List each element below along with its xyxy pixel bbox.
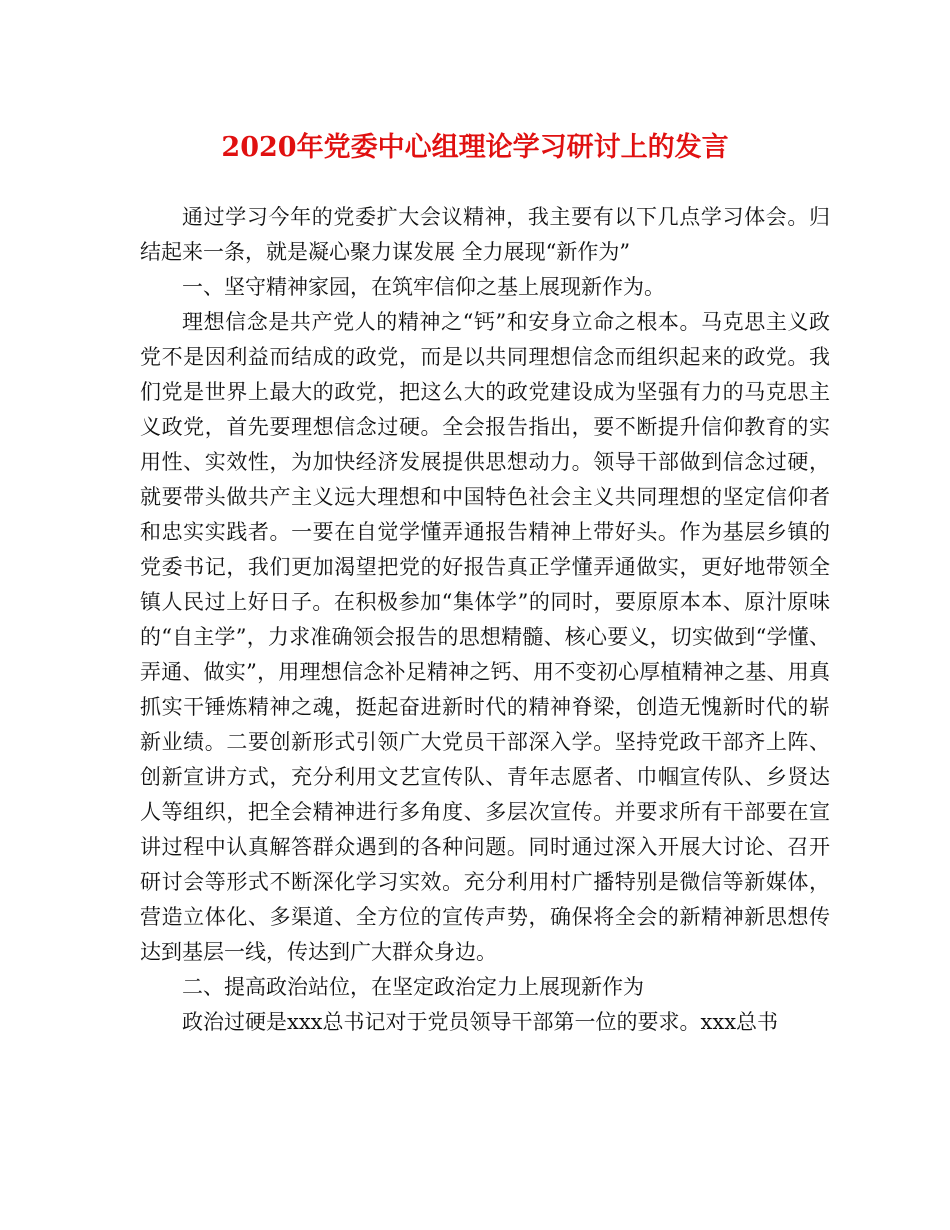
section-heading-1: 一、坚守精神家园，在筑牢信仰之基上展现新作为。 bbox=[182, 275, 665, 299]
paragraph-section-2: 政治过硬是xxx总书记对于党员领导干部第一位的要求。xxx总书 bbox=[182, 1010, 779, 1034]
paragraph-intro: 通过学习今年的党委扩大会议精神，我主要有以下几点学习体会。归结起来一条，就是凝心聚力谋发展 全力展现“新作为” bbox=[140, 205, 830, 264]
section-heading-2: 二、提高政治站位，在坚定政治定力上展现新作为 bbox=[182, 975, 644, 999]
document-body bbox=[140, 200, 830, 1040]
paragraph-section-1: 理想信念是共产党人的精神之“钙”和安身立命之根本。马克思主义政党不是因利益而结成的政党，而是以共同理想信念而组织起来的政党。我们党是世界上最大的政党，把这么大的政党建设成为坚强有力的马克思主义政党，首先要理想信念过硬。全会报告指出，要不断提升信仰教育的实用性、实效性，为加快经济发展提供思想动力。领导干部做到信念过硬，就要带头做共产主义远大理想和中国特色社会主义共同理想的坚定信仰者和忠实实践者。一要在自觉学懂弄通报告精神上带好头。作为基层乡镇的党委书记，我们更加渴望把党的好报告真正学懂弄通做实，更好地带领全镇人民过上好日子。在积极参加“集体学”的同时，要原原本本、原汁原味的“自主学”，力求准确领会报告的思想精髓、核心要义，切实做到“学懂、弄通、做实”，用理想信念补足精神之钙、用不变初心厚植精神之基、用真抓实干锤炼精神之魂，挺起奋进新时代的精神脊梁，创造无愧新时代的崭新业绩。二要创新形式引领广大党员干部深入学。坚持党政干部齐上阵、创新宣讲方式，充分利用文艺宣传队、青年志愿者、巾帼宣传队、乡贤达人等组织，把全会精神进行多角度、多层次宣传。并要求所有干部要在宣讲过程中认真解答群众遇到的各种问题。同时通过深入开展大讨论、召开研讨会等形式不断深化学习实效。充分利用村广播特别是微信等新媒体，营造立体化、多渠道、全方位的宣传声势，确保将全会的新精神新思想传达到基层一线，传达到广大群众身边。 bbox=[140, 310, 830, 964]
document-title: 2020年党委中心组理论学习研讨上的发言 bbox=[221, 132, 729, 163]
